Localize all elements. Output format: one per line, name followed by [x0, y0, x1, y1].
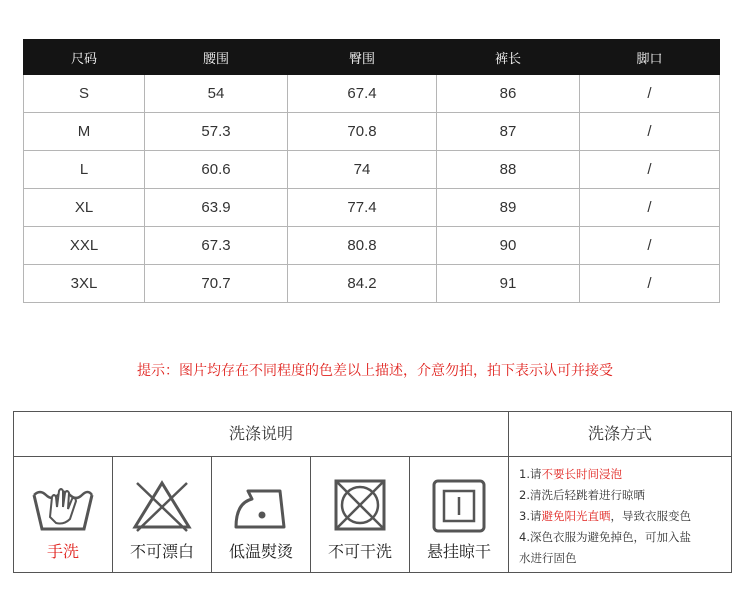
hang-dry-icon — [426, 477, 492, 535]
method-1 — [519, 464, 729, 485]
cell-length: 88 — [437, 151, 580, 189]
cell-waist: 57.3 — [145, 113, 288, 151]
cell-length: 86 — [437, 75, 580, 113]
care-title: 洗涤说明 — [14, 412, 509, 456]
method-2: 2.清洗后轻跳着进行晾晒 — [519, 488, 645, 502]
care-symbols — [14, 457, 509, 572]
cell-waist: 67.3 — [145, 227, 288, 265]
cell-hip: 67.4 — [288, 75, 437, 113]
cell-hip: 84.2 — [288, 265, 437, 303]
cell-length: 90 — [437, 227, 580, 265]
cell-hip: 77.4 — [288, 189, 437, 227]
care-label-iron-low: 低温熨烫 — [228, 542, 293, 561]
size-table — [23, 39, 720, 303]
table-row — [24, 113, 720, 151]
cell-hip: 80.8 — [288, 227, 437, 265]
method-3-prefix: 3.请 — [519, 509, 542, 523]
cell-size: XL — [24, 189, 145, 227]
care-instructions-box — [13, 411, 732, 573]
cell-size: XXL — [24, 227, 145, 265]
cell-length: 89 — [437, 189, 580, 227]
method-3-warning: 避免阳光直晒 — [541, 509, 611, 523]
care-symbol-hang-dry — [410, 457, 509, 572]
hand-wash-icon — [30, 477, 96, 535]
care-method-title: 洗涤方式 — [587, 424, 652, 443]
col-header-waist: 腰围 — [145, 40, 288, 75]
cell-size: 3XL — [24, 265, 145, 303]
cell-hem: / — [580, 265, 720, 303]
method-1-prefix: 1.请 — [519, 467, 542, 481]
cell-hem: / — [580, 75, 720, 113]
cell-waist: 63.9 — [145, 189, 288, 227]
no-bleach-icon — [129, 477, 195, 535]
table-row — [24, 265, 720, 303]
size-table-header — [24, 40, 720, 75]
care-label-hand-wash: 手洗 — [46, 542, 79, 561]
care-methods — [519, 464, 729, 569]
iron-low-icon — [228, 477, 294, 535]
col-header-length: 裤长 — [437, 40, 580, 75]
cell-hem: / — [580, 189, 720, 227]
method-1-warning: 不要长时间浸泡 — [541, 467, 622, 481]
cell-size: S — [24, 75, 145, 113]
table-row — [24, 151, 720, 189]
col-header-hip: 臀围 — [288, 40, 437, 75]
method-4-line2: 水进行固色 — [519, 551, 577, 565]
cell-waist: 54 — [145, 75, 288, 113]
care-label-no-bleach: 不可漂白 — [129, 542, 194, 561]
method-3-suffix: ，导致衣服变色 — [610, 509, 691, 523]
col-header-size: 尺码 — [24, 40, 145, 75]
cell-waist: 70.7 — [145, 265, 288, 303]
table-row — [24, 75, 720, 113]
care-label-no-dry-clean: 不可干洗 — [327, 542, 392, 561]
no-tumble-dry-icon — [327, 477, 393, 535]
care-symbol-no-bleach — [113, 457, 212, 572]
table-row — [24, 227, 720, 265]
cell-waist: 60.6 — [145, 151, 288, 189]
color-difference-notice: 提示：图片均存在不同程度的色差以上描述，介意勿拍，拍下表示认可并接受 — [137, 363, 613, 379]
care-symbol-hand-wash — [14, 457, 113, 572]
table-row — [24, 189, 720, 227]
cell-size: M — [24, 113, 145, 151]
cell-hip: 74 — [288, 151, 437, 189]
cell-hip: 70.8 — [288, 113, 437, 151]
method-3 — [519, 506, 729, 527]
care-label-hang-dry: 悬挂晾干 — [426, 542, 491, 561]
cell-length: 87 — [437, 113, 580, 151]
cell-hem: / — [580, 227, 720, 265]
care-symbol-no-dry-clean — [311, 457, 410, 572]
col-header-hem: 脚口 — [580, 40, 720, 75]
cell-hem: / — [580, 151, 720, 189]
care-symbol-iron-low — [212, 457, 311, 572]
cell-hem: / — [580, 113, 720, 151]
care-header — [14, 412, 731, 457]
method-4-line1: 4.深色衣服为避免掉色，可加入盐 — [519, 530, 691, 544]
cell-size: L — [24, 151, 145, 189]
cell-length: 91 — [437, 265, 580, 303]
